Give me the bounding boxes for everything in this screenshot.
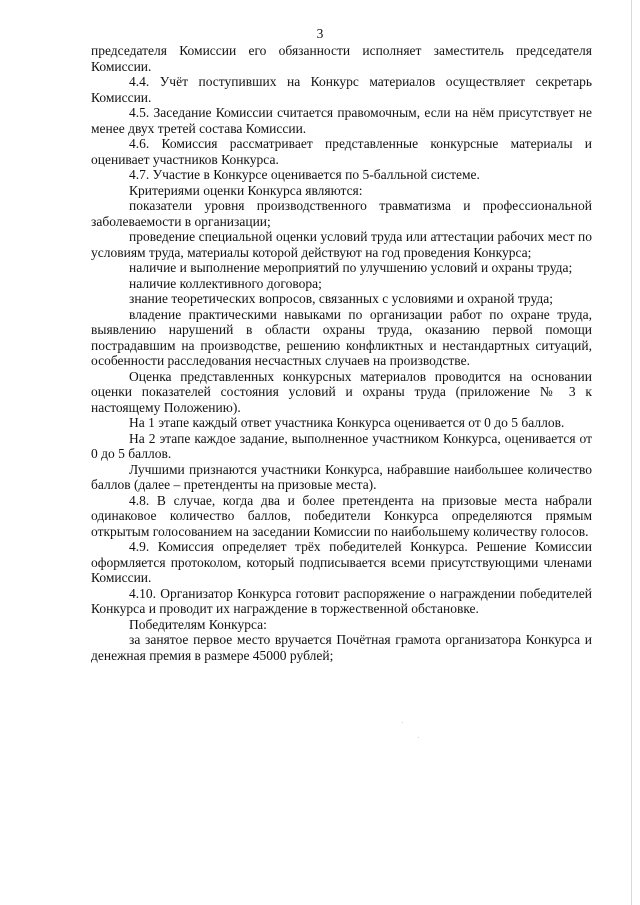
paragraph-first-place: за занятое первое место вручается Почётная грамота организатора Конкурса и денежная премия в размере 45000 рублей; bbox=[91, 632, 592, 663]
paragraph-4-7: 4.7. Участие в Конкурсе оценивается по 5-балльной системе. bbox=[129, 167, 480, 182]
paragraph-best-participants: Лучшими признаются участники Конкурса, набравшие наибольшее количество баллов (далее – претенденты на призовые места). bbox=[91, 461, 592, 492]
criteria-item-practical-skills: владение практическими навыками по организации работ по охране труда, выявлению нарушений в области охраны труда, оказанию первой помощи пострадавшим на производстве, решению конфликтных и нестандартных ситуаций, особенности расследования несчастных случаев на производстве. bbox=[91, 306, 592, 368]
paragraph-4-5: 4.5. Заседание Комиссии считается правомочным, если на нём присутствует не менее двух третей состава Комиссии. bbox=[91, 105, 592, 136]
criteria-item-assessment: проведение специальной оценки условий труда или аттестации рабочих мест по условиям труда, материалы которой действуют на год проведения Конкурса; bbox=[91, 229, 592, 260]
page-number: 3 bbox=[316, 26, 324, 41]
paragraph-4-8: 4.8. В случае, когда два и более претендента на призовые места набрали одинаковое количество баллов, победители Конкурса определяются прямым открытым голосованием на заседании Комиссии по наибольшему количеству голосов. bbox=[91, 492, 592, 539]
paragraph-4-6: 4.6. Комиссия рассматривает представленные конкурсные материалы и оценивает участников Конкурса. bbox=[91, 136, 592, 167]
paragraph-continuation: председателя Комиссии его обязанности исполняет заместитель председателя Комиссии. bbox=[91, 43, 592, 74]
criteria-item-theory: знание теоретических вопросов, связанных с условиями и охраной труда; bbox=[129, 291, 553, 306]
paragraph-criteria-intro: Критериями оценки Конкурса являются: bbox=[129, 182, 363, 198]
scan-speck bbox=[402, 722, 403, 723]
paragraph-4-9: 4.9. Комиссия определяет трёх победителей Конкурса. Решение Комиссии оформляется протоколом, который подписывается всеми присутствующими членами Комиссии. bbox=[91, 539, 592, 585]
paragraph-winners-intro: Победителям Конкурса: bbox=[129, 616, 267, 632]
scan-speck bbox=[418, 737, 419, 738]
criteria-item-collective-agreement: наличие коллективного договора; bbox=[129, 275, 322, 291]
document-body bbox=[91, 43, 592, 663]
paragraph-evaluation: Оценка представленных конкурсных материалов проводится на основании оценки показателей состояния условий и охраны труда (приложение № 3 к настоящему Положению). bbox=[91, 368, 592, 415]
scan-edge-line bbox=[631, 0, 632, 905]
criteria-item-measures: наличие и выполнение мероприятий по улучшению условий и охраны труда; bbox=[129, 260, 573, 275]
paragraph-stage-2: На 2 этапе каждое задание, выполненное участником Конкурса, оценивается от 0 до 5 баллов. bbox=[91, 430, 592, 461]
paragraph-4-4: 4.4. Учёт поступивших на Конкурс материалов осуществляет секретарь Комиссии. bbox=[91, 74, 592, 105]
paragraph-4-10: 4.10. Организатор Конкурса готовит распоряжение о награждении победителей Конкурса и проводит их награждение в торжественной обстановке. bbox=[91, 585, 592, 616]
paragraph-stage-1: На 1 этапе каждый ответ участника Конкурса оценивается от 0 до 5 баллов. bbox=[129, 415, 565, 430]
criteria-item-injury-rate: показатели уровня производственного травматизма и профессиональной заболеваемости в организации; bbox=[91, 198, 592, 229]
